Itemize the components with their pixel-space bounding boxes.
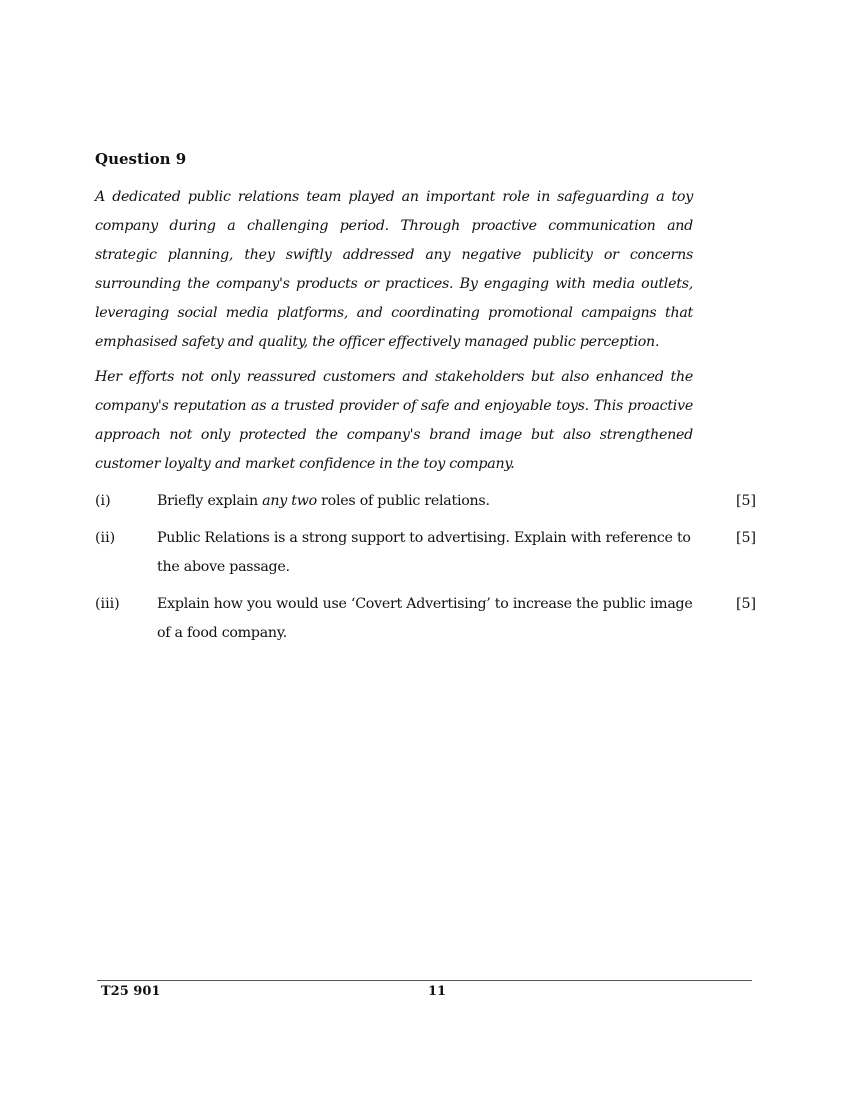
part-i-text-start: Briefly explain	[157, 493, 263, 509]
part-i-marks: [5]	[736, 493, 757, 509]
part-iii-marks: [5]	[736, 596, 757, 612]
passage-paragraph-2: Her efforts not only reassured customers and stakeholders but also enhanced the company's reputation as a trusted provider of safe and enjoyable toys. This proactive approach not only protected the company's brand image but also strengthened customer loyalty and market confidence in the toy company.	[95, 369, 693, 472]
part-i-number: (i)	[95, 493, 111, 509]
part-ii-number: (ii)	[95, 530, 116, 546]
footer-divider	[97, 980, 752, 981]
page-number: 11	[428, 984, 447, 999]
part-iii-text: Explain how you would use ‘Covert Advertising’ to increase the public image of a food company.	[157, 596, 693, 641]
part-ii-text: Public Relations is a strong support to advertising. Explain with reference to the above passage.	[157, 530, 691, 575]
part-iii-number: (iii)	[95, 596, 120, 612]
question-title: Question 9	[95, 150, 187, 168]
part-i-text	[157, 487, 695, 516]
part-i-text-end: roles of public relations.	[316, 493, 490, 509]
part-ii-marks: [5]	[736, 530, 757, 546]
paper-code: T25 901	[101, 984, 161, 999]
part-i-text-emphasis: any two	[262, 493, 317, 509]
passage-paragraph-1: A dedicated public relations team played an important role in safeguarding a toy company during a challenging period. Through proactive communication and strategic planning, they swiftly addressed any negative publicity or concerns surrounding the company's products or practices. By engaging with media outlets, leveraging social media platforms, and coordinating promotional campaigns that emphasised safety and quality, the officer effectively managed public perception.	[95, 189, 693, 350]
